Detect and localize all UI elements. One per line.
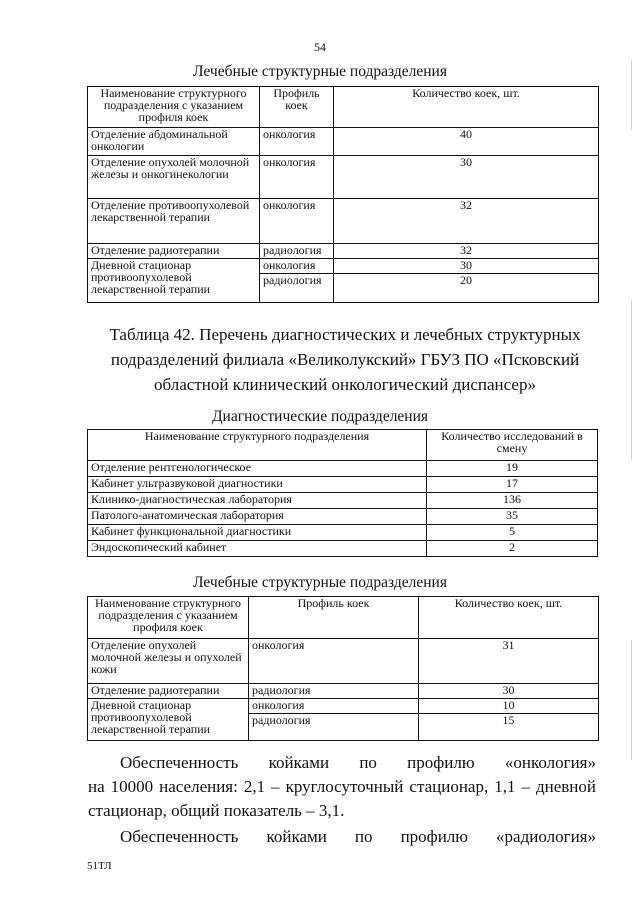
bed-count: 20: [334, 274, 599, 303]
table-row: [88, 259, 599, 274]
table-row: [88, 525, 598, 541]
bed-count: 32: [334, 244, 599, 259]
department-name: Отделение опухолей молочной железы и онкогинекологии: [88, 156, 260, 199]
header-cell: Профиль коек: [260, 87, 334, 128]
table-row: [88, 244, 599, 259]
scan-edge: [631, 300, 632, 460]
bed-profile: онкология: [260, 259, 334, 274]
scan-edge: [631, 640, 632, 760]
bed-count: 32: [334, 199, 599, 244]
bed-count: 15: [419, 714, 599, 741]
bed-count: 40: [334, 128, 599, 156]
table-row: [88, 128, 599, 156]
department-name: Дневной стационар противоопухолевой лекарственной терапии: [88, 699, 249, 741]
department-name: Отделение радиотерапии: [88, 684, 249, 699]
table-row: [88, 477, 598, 493]
paragraph-line: Обеспеченность койками по профилю «радиология»: [120, 827, 596, 846]
table-row: [88, 541, 598, 557]
paragraph-beds-radiology: [88, 825, 596, 849]
department-name: Кабинет функциональной диагностики: [88, 525, 427, 541]
bed-profile: радиология: [260, 244, 334, 259]
department-name: Отделение опухолей молочной железы и опухолей кожи: [88, 639, 249, 684]
department-name: Отделение противоопухолевой лекарственной терапии: [88, 199, 260, 244]
study-count: 136: [427, 493, 598, 509]
department-name: Дневной стационар противоопухолевой лекарственной терапии: [88, 259, 260, 303]
page-number: 54: [314, 40, 326, 54]
department-name: Кабинет ультразвуковой диагностики: [88, 477, 427, 493]
bed-count: 30: [334, 156, 599, 199]
bed-count: 30: [419, 684, 599, 699]
table-row: [88, 199, 599, 244]
top-section-heading: Лечебные структурные подразделения: [193, 63, 447, 80]
department-name: Клинико-диагностическая лаборатория: [88, 493, 427, 509]
table-row: [88, 156, 599, 199]
study-count: 2: [427, 541, 598, 557]
bed-profile: онкология: [249, 639, 419, 684]
paragraph-beds-oncology: [88, 751, 596, 823]
table-row: [88, 639, 599, 684]
diagnostic-heading: Диагностические подразделения: [211, 408, 429, 425]
department-name: Отделение радиотерапии: [88, 244, 260, 259]
table-header-row: [88, 597, 599, 639]
bed-profile: онкология: [249, 699, 419, 714]
department-name: Патолого-анатомическая лаборатория: [88, 509, 427, 525]
header-cell: Количество коек, шт.: [419, 597, 599, 639]
treatment-heading: Лечебные структурные подразделения: [193, 574, 447, 591]
table-row: [88, 684, 599, 699]
header-cell: Наименование структурного подразделения с указанием профиля коек: [88, 597, 249, 639]
header-cell: Наименование структурного подразделения: [88, 430, 427, 461]
table-row: [88, 509, 598, 525]
bed-count: 31: [419, 639, 599, 684]
department-name: Отделение рентгенологическое: [88, 461, 427, 477]
footer-code: 51ТЛ: [87, 860, 112, 872]
study-count: 35: [427, 509, 598, 525]
table-row: [88, 699, 599, 714]
department-name: Эндоскопический кабинет: [88, 541, 427, 557]
header-cell: Наименование структурного подразделения с указанием профиля коек: [88, 87, 260, 128]
bed-profile: радиология: [249, 714, 419, 741]
treatment-table: [87, 596, 599, 741]
bed-profile: онкология: [260, 128, 334, 156]
table-row: [88, 461, 598, 477]
study-count: 5: [427, 525, 598, 541]
header-cell: Количество коек, шт.: [334, 87, 599, 128]
bed-profile: радиология: [249, 684, 419, 699]
paragraph-line: стационар, общий показатель – 3,1.: [88, 801, 345, 820]
bed-count: 10: [419, 699, 599, 714]
department-name: Отделение абдоминальной онкологии: [88, 128, 260, 156]
study-count: 17: [427, 477, 598, 493]
table-header-row: [88, 430, 598, 461]
paragraph-line: Обеспеченность койками по профилю «онкология»: [120, 753, 596, 772]
bed-count: 30: [334, 259, 599, 274]
top-beds-table: [87, 86, 599, 303]
bed-profile: онкология: [260, 156, 334, 199]
header-cell: Профиль коек: [249, 597, 419, 639]
bed-profile: радиология: [260, 274, 334, 303]
bed-profile: онкология: [260, 199, 334, 244]
diagnostic-table: [87, 429, 598, 557]
paragraph-line: на 10000 населения: 2,1 – круглосуточный стационар, 1,1 – дневной: [88, 777, 596, 796]
table-header-row: [88, 87, 599, 128]
study-count: 19: [427, 461, 598, 477]
table-caption: Таблица 42. Перечень диагностических и лечебных структурных подразделений филиала «Великолукский» ГБУЗ ПО «Псковский областной клинический онкологический диспансер»: [109, 325, 581, 394]
header-cell: Количество исследований в смену: [427, 430, 598, 461]
table-row: [88, 493, 598, 509]
